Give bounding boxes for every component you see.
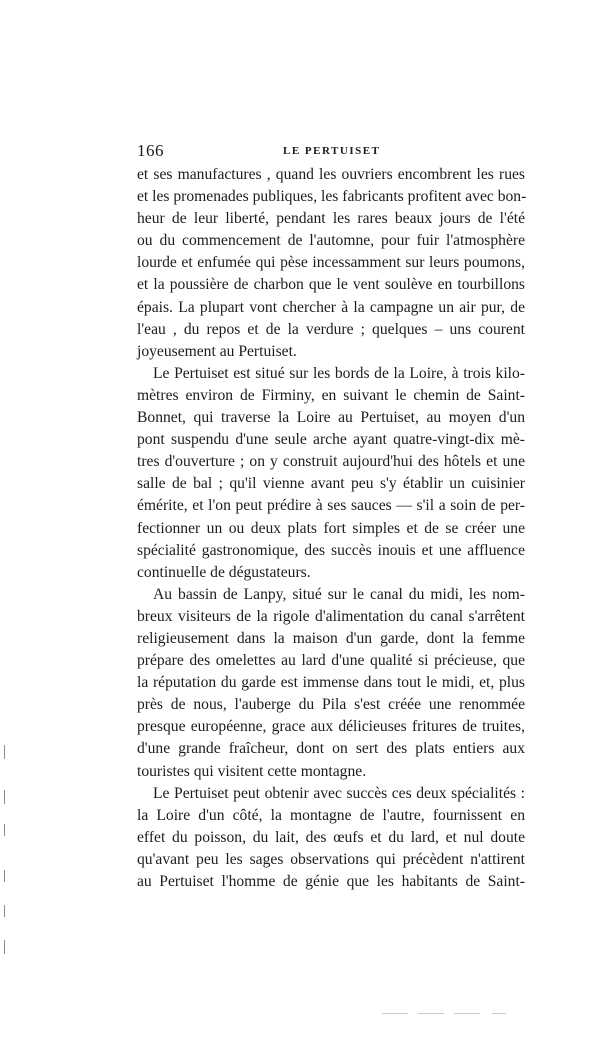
text-line: Le Pertuiset est situé sur les bords de la Loire, à trois kilo- bbox=[153, 364, 525, 382]
text-line: la Loire d'un côté, la montagne de l'autre, fournissent en bbox=[137, 806, 525, 824]
text-line: heur de leur liberté, pendant les rares beaux jours de l'été bbox=[137, 210, 525, 228]
scan-mark bbox=[4, 905, 5, 917]
scan-dash bbox=[418, 1013, 444, 1014]
scan-mark bbox=[4, 824, 5, 836]
running-head: LE PERTUISET bbox=[283, 145, 381, 157]
text-line: presque européenne, grace aux délicieuses fritures de truites, bbox=[137, 718, 525, 736]
text-line: continuelle de dégustateurs. bbox=[137, 563, 311, 581]
text-line: prépare des omelettes au lard d'une qualité si précieuse, que bbox=[137, 652, 525, 670]
text-line: l'eau , du repos et de la verdure ; quelques – uns courent bbox=[137, 320, 525, 338]
body-text bbox=[137, 164, 525, 893]
text-line: Bonnet, qui traverse la Loire au Pertuiset, au moyen d'un bbox=[137, 409, 525, 427]
text-line: Au bassin de Lanpy, situé sur le canal du midi, les nom- bbox=[153, 585, 525, 603]
scan-dash bbox=[492, 1013, 506, 1014]
scan-dash bbox=[382, 1013, 408, 1014]
page-header bbox=[137, 141, 525, 161]
scan-mark bbox=[4, 745, 5, 759]
text-line: la réputation du garde est immense dans tout le midi, et, plus bbox=[137, 674, 525, 692]
text-line: près de nous, l'auberge du Pila s'est créée une renommée bbox=[137, 696, 525, 714]
text-line: religieusement dans la maison d'un garde, dont la femme bbox=[137, 629, 525, 647]
text-line: Le Pertuiset peut obtenir avec succès ces deux spécialités : bbox=[153, 784, 525, 802]
page-number: 166 bbox=[137, 141, 164, 160]
text-line: pont suspendu d'une seule arche ayant quatre-vingt-dix mè- bbox=[137, 431, 525, 449]
text-line: et ses manufactures , quand les ouvriers encombrent les rues bbox=[137, 166, 525, 183]
text-line: breux visiteurs de la rigole d'alimentation du canal s'arrêtent bbox=[137, 607, 525, 625]
text-line: tres d'ouverture ; on y construit aujourd'hui des hôtels et une bbox=[137, 453, 525, 471]
text-line: lourde et enfumée qui pèse incessamment sur leurs poumons, bbox=[137, 254, 525, 272]
text-line: touristes qui visitent cette montagne. bbox=[137, 762, 367, 780]
scan-mark bbox=[4, 870, 5, 882]
scan-mark bbox=[4, 790, 5, 804]
text-line: émérite, et l'on peut prédire à ses sauces — s'il a soin de per- bbox=[137, 497, 525, 515]
text-line: mètres environ de Firminy, en suivant le chemin de Saint- bbox=[137, 386, 525, 404]
text-line: qu'avant peu les sages observations qui précèdent n'attirent bbox=[137, 850, 525, 868]
text-line: et la poussière de charbon que le vent soulève en tourbillons bbox=[137, 276, 525, 294]
text-line: joyeusement au Pertuiset. bbox=[137, 342, 297, 360]
text-line: effet du poisson, du lait, des œufs et du lard, et nul doute bbox=[137, 828, 525, 846]
text-line: épais. La plupart vont chercher à la campagne un air pur, de bbox=[137, 298, 525, 316]
text-line: et les promenades publiques, les fabricants profitent avec bon- bbox=[137, 188, 527, 206]
text-line: d'une grande fraîcheur, dont on sert des plats entiers aux bbox=[137, 740, 525, 758]
scan-mark bbox=[4, 940, 5, 954]
text-line: au Pertuiset l'homme de génie que les habitants de Saint- bbox=[137, 873, 525, 890]
text-line: ou du commencement de l'automne, pour fuir l'atmosphère bbox=[137, 232, 525, 250]
text-line: salle de bal ; qu'il vienne avant peu s'y établir un cuisinier bbox=[137, 475, 525, 493]
scan-dash bbox=[454, 1013, 480, 1014]
text-line: fectionner un ou deux plats fort simples et de se créer une bbox=[137, 519, 525, 537]
text-line: spécialité gastronomique, des succès inouis et une affluence bbox=[137, 541, 525, 559]
